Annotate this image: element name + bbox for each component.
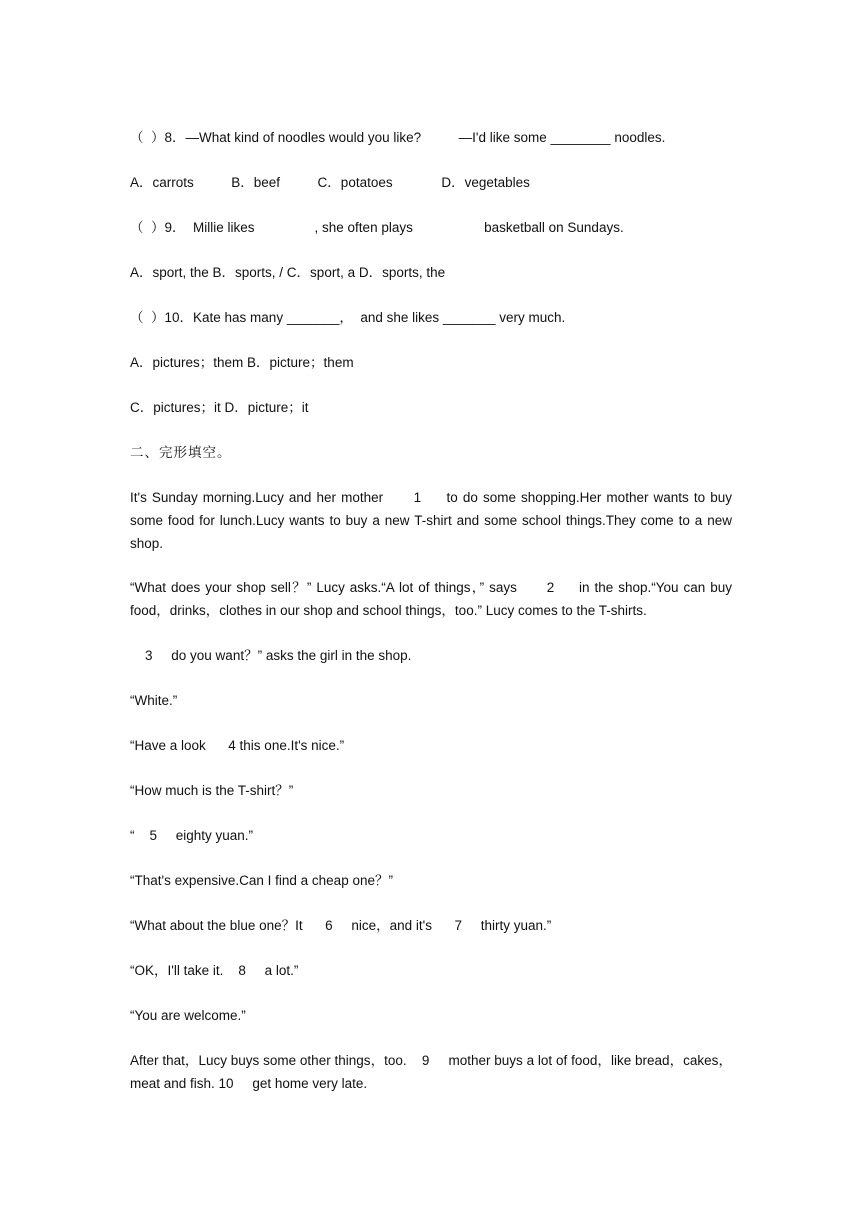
passage-paragraph-2: “What does your shop sell？” Lucy asks.“A lot of things，” says 2 in the shop.“You can buy food，drinks，clothes in our shop and school things，too.” Lucy comes to the T-shirts. xyxy=(130,580,736,618)
passage-paragraph-3: 3 do you want？” asks the girl in the shop. xyxy=(130,648,412,663)
passage-paragraph-5: “Have a look 4 this one.It's nice.” xyxy=(130,738,345,753)
question-10-stem: （ ）10．Kate has many _______， and she likes _______ very much. xyxy=(130,310,566,325)
question-8-stem: （ ）8．—What kind of noodles would you like? —I'd like some ________ noodles. xyxy=(130,130,666,145)
passage-paragraph-7: “ 5 eighty yuan.” xyxy=(130,828,254,843)
passage-paragraph-4: “White.” xyxy=(130,693,178,708)
passage-paragraph-12: After that，Lucy buys some other things，too. 9 mother buys a lot of food，like bread，cakes，meat and fish. 10 get home very late. xyxy=(130,1053,732,1091)
question-9-options: A．sport, the B．sports, / C．sport, a D．sports, the xyxy=(130,265,446,280)
question-10-options-1: A．pictures；them B．picture；them xyxy=(130,355,354,370)
passage-paragraph-9: “What about the blue one？It 6 nice，and it's 7 thirty yuan.” xyxy=(130,918,552,933)
section-title: 二、完形填空。 xyxy=(130,445,232,461)
question-10-options-2: C．pictures；it D．picture；it xyxy=(130,400,309,415)
passage-paragraph-1: It's Sunday morning.Lucy and her mother 1 to do some shopping.Her mother wants to buy some food for lunch.Lucy wants to buy a new T-shirt and some school things.They come to a new shop. xyxy=(130,490,736,551)
document-page xyxy=(130,0,736,1216)
passage-paragraph-6: “How much is the T-shirt？” xyxy=(130,783,294,798)
passage-paragraph-10: “OK，I'll take it. 8 a lot.” xyxy=(130,963,299,978)
question-9-stem: （ ）9． Millie likes , she often plays basketball on Sundays. xyxy=(130,220,624,235)
passage-paragraph-8: “That's expensive.Can I find a cheap one？” xyxy=(130,873,393,888)
passage-paragraph-11: “You are welcome.” xyxy=(130,1008,246,1023)
question-8-options: A．carrots B．beef C．potatoes D．vegetables xyxy=(130,175,530,190)
